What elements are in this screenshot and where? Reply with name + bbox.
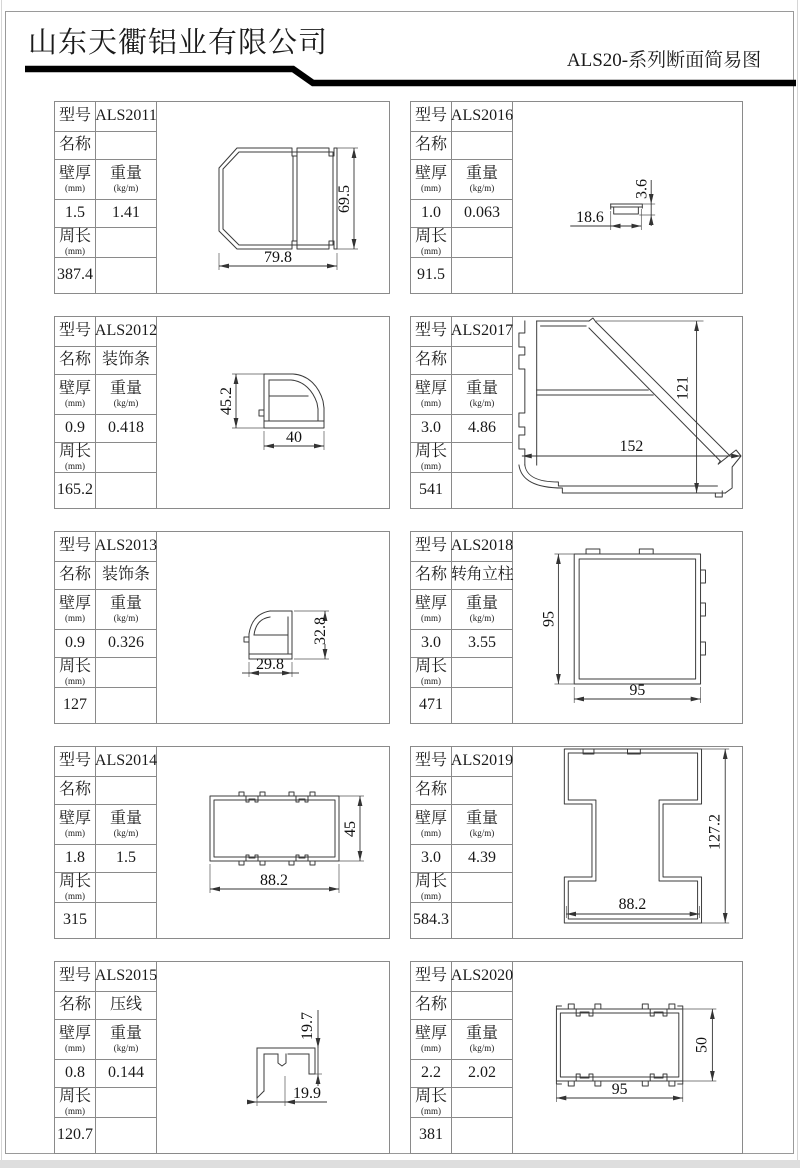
height-dim-label: 121	[674, 376, 692, 400]
wall-label	[55, 590, 96, 630]
profile-outline	[611, 204, 643, 214]
perimeter-label-text: 周长	[414, 1087, 447, 1105]
profile-outline	[519, 318, 741, 497]
wall-label	[55, 1020, 96, 1060]
wall-value: 2.2	[411, 1060, 452, 1088]
perimeter-value: 381	[411, 1118, 452, 1153]
perimeter-label	[411, 1088, 452, 1118]
spec-table	[411, 317, 513, 508]
profile-drawing-als2012	[157, 317, 389, 508]
wall-label	[55, 375, 96, 415]
model-value: ALS2013	[96, 532, 157, 562]
empty-cell	[96, 873, 157, 903]
profile-card-als2017	[410, 316, 743, 509]
weight-value: 4.86	[452, 415, 513, 443]
name-label: 名称	[411, 777, 452, 805]
name-value: 压线	[96, 992, 157, 1020]
model-value: ALS2012	[96, 317, 157, 347]
perimeter-label-text: 周长	[58, 442, 91, 460]
model-value: ALS2016	[452, 102, 513, 132]
profile-outline	[259, 374, 324, 428]
model-label: 型号	[411, 317, 452, 347]
name-label: 名称	[55, 132, 96, 160]
weight-label	[452, 805, 513, 845]
perimeter-value: 165.2	[55, 473, 96, 508]
perimeter-label	[55, 658, 96, 688]
perimeter-unit: (mm)	[65, 675, 85, 686]
weight-value: 0.144	[96, 1060, 157, 1088]
profile-outline	[574, 549, 705, 684]
series-subtitle: ALS20-系列断面简易图	[566, 50, 762, 71]
wall-unit: (mm)	[421, 182, 441, 193]
dimensions	[541, 554, 701, 703]
wall-label-text: 壁厚	[414, 1024, 447, 1042]
weight-value: 1.5	[96, 845, 157, 873]
dimensions	[218, 374, 324, 450]
model-label: 型号	[411, 102, 452, 132]
perimeter-value: 541	[411, 473, 452, 508]
model-label: 型号	[55, 962, 96, 992]
name-label: 名称	[411, 132, 452, 160]
width-dim-label: 19.9	[293, 1085, 321, 1102]
height-dim-label: 127.2	[706, 814, 724, 850]
name-label: 名称	[55, 992, 96, 1020]
wall-label-text: 壁厚	[58, 809, 91, 827]
weight-label	[96, 1020, 157, 1060]
wall-label	[411, 805, 452, 845]
perimeter-value: 120.7	[55, 1118, 96, 1153]
perimeter-label	[411, 873, 452, 903]
height-dim-label: 45	[342, 821, 359, 837]
weight-label	[452, 1020, 513, 1060]
perimeter-value: 315	[55, 903, 96, 938]
perimeter-label	[55, 228, 96, 258]
perimeter-unit: (mm)	[421, 675, 441, 686]
name-value	[96, 777, 157, 805]
empty-cell	[96, 1118, 157, 1153]
wall-value: 1.8	[55, 845, 96, 873]
spec-table	[411, 747, 513, 938]
empty-cell	[96, 473, 157, 508]
spec-table	[411, 102, 513, 293]
weight-value: 0.063	[452, 200, 513, 228]
perimeter-unit: (mm)	[65, 245, 85, 256]
width-dim-label: 40	[286, 429, 302, 446]
weight-value: 3.55	[452, 630, 513, 658]
wall-unit: (mm)	[65, 397, 85, 408]
weight-value: 4.39	[452, 845, 513, 873]
wall-value: 1.5	[55, 200, 96, 228]
perimeter-label-text: 周长	[58, 872, 91, 890]
profile-card-als2011	[54, 101, 390, 294]
perimeter-unit: (mm)	[65, 1105, 85, 1116]
perimeter-unit: (mm)	[421, 890, 441, 901]
weight-value: 1.41	[96, 200, 157, 228]
perimeter-unit: (mm)	[65, 460, 85, 471]
name-value	[452, 132, 513, 160]
profile-drawing-als2015	[157, 962, 389, 1153]
name-label: 名称	[55, 777, 96, 805]
weight-unit: (kg/m)	[113, 182, 139, 193]
model-label: 型号	[55, 317, 96, 347]
profile-outline	[556, 1004, 682, 1086]
model-label: 型号	[411, 962, 452, 992]
width-dim-label: 29.8	[256, 656, 284, 673]
profile-outline	[219, 148, 337, 249]
profile-card-als2015	[54, 961, 390, 1154]
wall-label-text: 壁厚	[58, 594, 91, 612]
profile-card-als2018	[410, 531, 743, 724]
profile-card-als2019	[410, 746, 743, 939]
empty-cell	[452, 228, 513, 258]
weight-unit: (kg/m)	[113, 612, 139, 623]
name-label: 名称	[55, 562, 96, 590]
empty-cell	[452, 658, 513, 688]
weight-label-text: 重量	[109, 594, 142, 612]
weight-unit: (kg/m)	[469, 827, 495, 838]
weight-label-text: 重量	[465, 164, 498, 182]
profile-drawing-als2020	[513, 962, 742, 1153]
model-label: 型号	[55, 747, 96, 777]
empty-cell	[96, 228, 157, 258]
weight-label	[452, 160, 513, 200]
wall-value: 3.0	[411, 845, 452, 873]
height-dim-label: 45.2	[218, 387, 235, 415]
wall-label	[411, 590, 452, 630]
profile-drawing-als2013	[157, 532, 389, 723]
weight-label-text: 重量	[109, 164, 142, 182]
wall-label-text: 壁厚	[414, 594, 447, 612]
weight-value: 0.326	[96, 630, 157, 658]
perimeter-label-text: 周长	[414, 442, 447, 460]
empty-cell	[96, 903, 157, 938]
wall-label-text: 壁厚	[414, 379, 447, 397]
dimensions	[522, 321, 741, 493]
perimeter-label	[55, 873, 96, 903]
weight-label-text: 重量	[465, 1024, 498, 1042]
profile-drawing-als2011	[157, 102, 389, 293]
empty-cell	[452, 443, 513, 473]
weight-label	[452, 590, 513, 630]
wall-value: 3.0	[411, 630, 452, 658]
profile-drawing-als2019	[513, 747, 742, 938]
weight-unit: (kg/m)	[113, 1042, 139, 1053]
height-dim-label: 32.8	[312, 617, 329, 645]
weight-label	[96, 375, 157, 415]
profile-drawing-als2017	[513, 317, 742, 508]
perimeter-label	[411, 228, 452, 258]
name-label: 名称	[411, 347, 452, 375]
profile-card-als2013	[54, 531, 390, 724]
dimensions	[242, 611, 329, 677]
spec-table	[411, 962, 513, 1153]
spec-table	[55, 532, 157, 723]
wall-label	[411, 160, 452, 200]
model-value: ALS2011	[96, 102, 157, 132]
perimeter-label-text: 周长	[58, 657, 91, 675]
perimeter-unit: (mm)	[421, 1105, 441, 1116]
width-dim-label: 88.2	[260, 872, 288, 889]
empty-cell	[452, 873, 513, 903]
perimeter-label	[55, 443, 96, 473]
model-label: 型号	[55, 532, 96, 562]
wall-value: 1.0	[411, 200, 452, 228]
height-dim-label: 19.7	[299, 1012, 316, 1040]
wall-unit: (mm)	[65, 612, 85, 623]
perimeter-label-text: 周长	[414, 227, 447, 245]
perimeter-label-text: 周长	[58, 1087, 91, 1105]
name-label: 名称	[411, 562, 452, 590]
wall-label	[55, 160, 96, 200]
model-value: ALS2019	[452, 747, 513, 777]
wall-unit: (mm)	[421, 397, 441, 408]
name-value	[452, 777, 513, 805]
height-dim-label: 50	[693, 1037, 711, 1053]
height-dim-label: 69.5	[336, 185, 353, 213]
wall-label	[411, 375, 452, 415]
weight-unit: (kg/m)	[113, 827, 139, 838]
profile-drawing-als2018	[513, 532, 742, 723]
perimeter-value: 387.4	[55, 258, 96, 293]
weight-label-text: 重量	[465, 379, 498, 397]
width-dim-label: 152	[619, 437, 644, 456]
empty-cell	[452, 1088, 513, 1118]
wall-unit: (mm)	[65, 182, 85, 193]
height-dim-label: 95	[540, 611, 558, 627]
weight-value: 0.418	[96, 415, 157, 443]
scan-band-bottom	[0, 1160, 800, 1168]
weight-label	[452, 375, 513, 415]
name-label: 名称	[55, 347, 96, 375]
perimeter-label	[411, 658, 452, 688]
width-dim-label: 18.6	[576, 208, 604, 227]
wall-unit: (mm)	[421, 1042, 441, 1053]
empty-cell	[96, 1088, 157, 1118]
weight-label-text: 重量	[109, 809, 142, 827]
profile-outline	[244, 611, 292, 659]
width-dim-label: 79.8	[264, 249, 292, 266]
perimeter-unit: (mm)	[421, 245, 441, 256]
spec-table	[55, 317, 157, 508]
profile-drawing-als2016	[513, 102, 742, 293]
wall-label-text: 壁厚	[58, 164, 91, 182]
weight-label-text: 重量	[109, 379, 142, 397]
empty-cell	[96, 443, 157, 473]
empty-cell	[452, 903, 513, 938]
perimeter-unit: (mm)	[421, 460, 441, 471]
perimeter-label	[411, 443, 452, 473]
empty-cell	[452, 258, 513, 293]
perimeter-value: 127	[55, 688, 96, 723]
wall-label	[411, 1020, 452, 1060]
spec-table	[55, 747, 157, 938]
weight-label	[96, 590, 157, 630]
perimeter-label-text: 周长	[58, 227, 91, 245]
width-dim-label: 95	[611, 1080, 628, 1099]
model-value: ALS2017	[452, 317, 513, 347]
weight-unit: (kg/m)	[469, 397, 495, 408]
wall-value: 0.9	[55, 630, 96, 658]
profile-card-als2020	[410, 961, 743, 1154]
width-dim-label: 88.2	[618, 895, 647, 914]
empty-cell	[96, 688, 157, 723]
model-value: ALS2018	[452, 532, 513, 562]
model-label: 型号	[411, 532, 452, 562]
weight-unit: (kg/m)	[469, 182, 495, 193]
weight-label-text: 重量	[109, 1024, 142, 1042]
scan-edge-left	[1, 0, 2, 1160]
empty-cell	[96, 258, 157, 293]
wall-label	[55, 805, 96, 845]
weight-label-text: 重量	[465, 594, 498, 612]
name-value: 装饰条	[96, 562, 157, 590]
perimeter-label-text: 周长	[414, 657, 447, 675]
wall-unit: (mm)	[421, 827, 441, 838]
model-label: 型号	[55, 102, 96, 132]
wall-value: 0.8	[55, 1060, 96, 1088]
width-dim-label: 95	[629, 681, 646, 700]
perimeter-value: 471	[411, 688, 452, 723]
model-label: 型号	[411, 747, 452, 777]
wall-value: 3.0	[411, 415, 452, 443]
spec-table	[55, 962, 157, 1153]
profile-drawing-als2014	[157, 747, 389, 938]
weight-unit: (kg/m)	[113, 397, 139, 408]
perimeter-value: 91.5	[411, 258, 452, 293]
model-value: ALS2015	[96, 962, 157, 992]
perimeter-value: 584.3	[411, 903, 452, 938]
empty-cell	[452, 688, 513, 723]
weight-label	[96, 160, 157, 200]
name-value	[452, 992, 513, 1020]
empty-cell	[96, 658, 157, 688]
name-value: 装饰条	[96, 347, 157, 375]
wall-label-text: 壁厚	[414, 164, 447, 182]
name-value	[96, 132, 157, 160]
wall-unit: (mm)	[421, 612, 441, 623]
weight-label-text: 重量	[465, 809, 498, 827]
wall-label-text: 壁厚	[414, 809, 447, 827]
company-name: 山东天衢铝业有限公司	[28, 27, 329, 59]
wall-value: 0.9	[55, 415, 96, 443]
title-rule	[0, 0, 800, 95]
profile-card-als2012	[54, 316, 390, 509]
scan-edge-right	[797, 0, 798, 1160]
perimeter-label-text: 周长	[414, 872, 447, 890]
profile-card-als2016	[410, 101, 743, 294]
name-label: 名称	[411, 992, 452, 1020]
model-value: ALS2020	[452, 962, 513, 992]
dimensions	[210, 796, 364, 893]
empty-cell	[452, 1118, 513, 1153]
height-dim-label: 3.6	[633, 179, 651, 199]
weight-label	[96, 805, 157, 845]
weight-value: 2.02	[452, 1060, 513, 1088]
perimeter-label	[55, 1088, 96, 1118]
profile-outline	[210, 792, 339, 865]
name-value	[452, 347, 513, 375]
name-value: 转角立柱	[452, 562, 513, 590]
weight-unit: (kg/m)	[469, 1042, 495, 1053]
wall-unit: (mm)	[65, 827, 85, 838]
wall-label-text: 壁厚	[58, 379, 91, 397]
spec-table	[55, 102, 157, 293]
wall-unit: (mm)	[65, 1042, 85, 1053]
wall-label-text: 壁厚	[58, 1024, 91, 1042]
spec-table	[411, 532, 513, 723]
empty-cell	[452, 473, 513, 508]
dimensions	[566, 749, 729, 923]
perimeter-unit: (mm)	[65, 890, 85, 901]
weight-unit: (kg/m)	[469, 612, 495, 623]
dimensions	[556, 1009, 716, 1102]
model-value: ALS2014	[96, 747, 157, 777]
profile-card-als2014	[54, 746, 390, 939]
